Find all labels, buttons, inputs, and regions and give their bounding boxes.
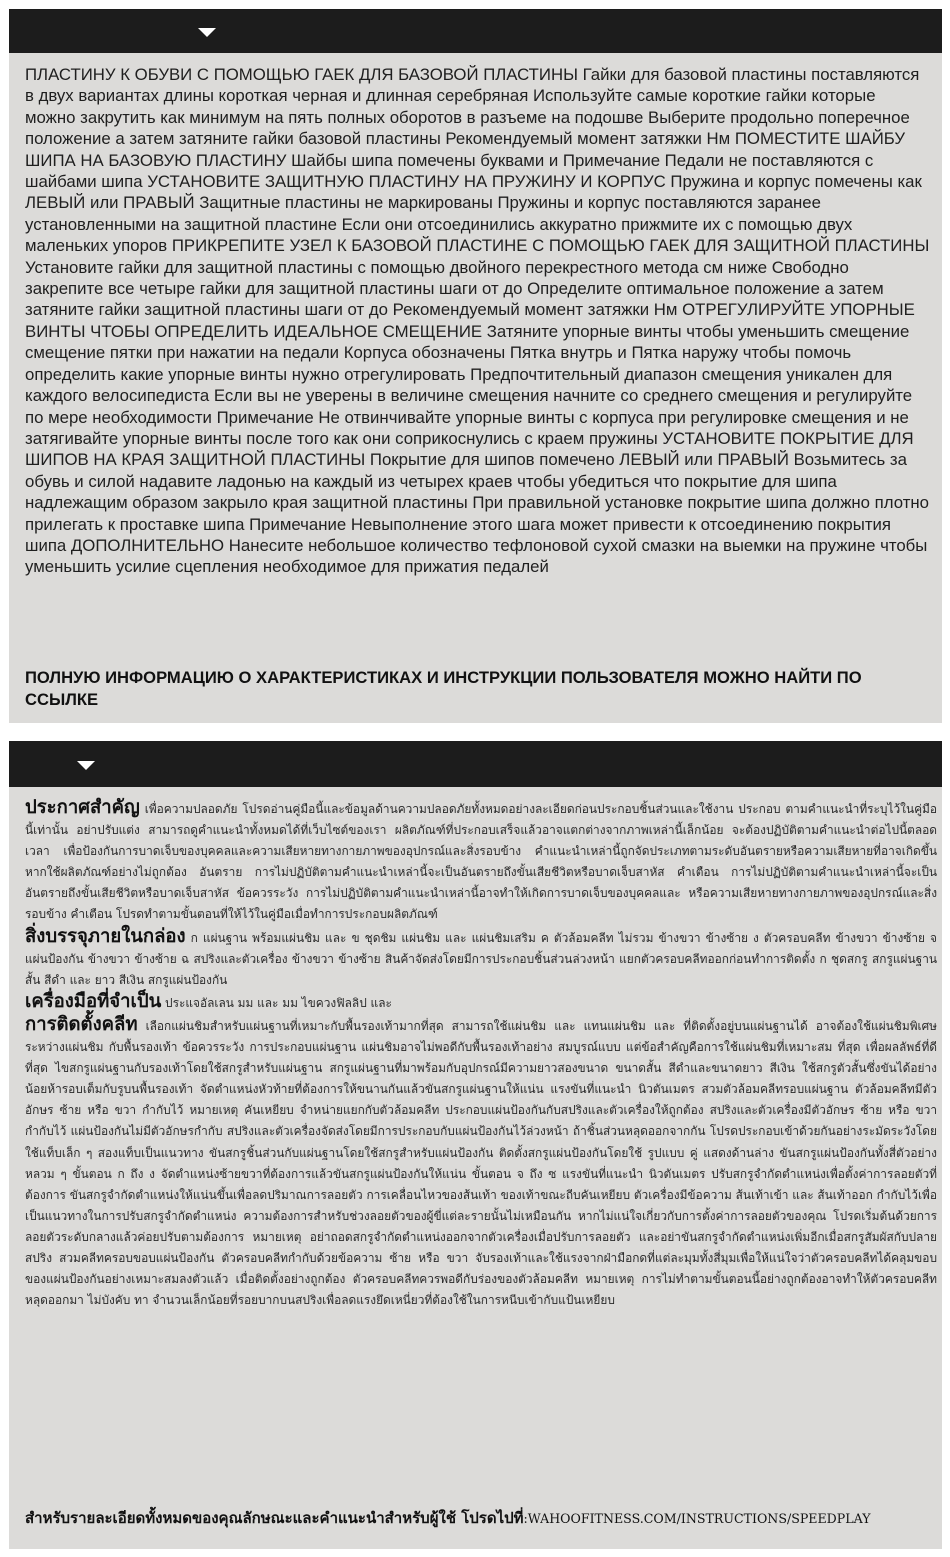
tools-body: ประแจอัลเลน มม และ มม ไขควงฟิลลิป และ — [165, 995, 392, 1010]
chevron-down-icon[interactable] — [77, 761, 95, 770]
thai-section-header[interactable] — [9, 741, 942, 787]
russian-section — [9, 9, 942, 723]
thai-footer-note — [25, 1507, 937, 1530]
tools-heading: เครื่องมือที่จำเป็น — [25, 990, 162, 1012]
chevron-down-icon[interactable] — [198, 28, 216, 37]
russian-footer-note: ПОЛНУЮ ИНФОРМАЦИЮ О ХАРАКТЕРИСТИКАХ И ИНСТРУКЦИИ ПОЛЬЗОВАТЕЛЯ МОЖНО НАЙТИ ПО ССЫЛКЕ — [25, 668, 862, 709]
notice-body: เพื่อความปลอดภัย โปรดอ่านคู่มือนี้และข้อมูลด้านความปลอดภัยทั้งหมดอย่างละเอียดก่อนประกอบชิ้นส่วนและใช้งาน ประกอบ ตามคำแนะนำที่ระบุไว้ในคู่มือนี้เท่านั้น อย่าปรับแต่ง สามารถดูคำแนะนำทั้งหมดได้ที่เว็บไซต์ของเรา ผลิตภัณฑ์ที่ประกอบเสร็จแล้วอาจแตกต่างจากภาพเหล่านี้เล็กน้อย จะต้องปฏิบัติตามคำแนะนำต่อไปนี้ตลอดเวลา เพื่อป้องกันการบาดเจ็บของบุคคลและความเสียหายทางกายภาพของอุปกรณ์และสิ่งรอบข้าง คำแนะนำเหล่านี้ถูกจัดประเภทตามระดับอันตรายหรือความเสียหายที่อาจเกิดขึ้น หากใช้ผลิตภัณฑ์อย่างไม่ถูกต้อง อันตราย การไม่ปฏิบัติตามคำแนะนำเหล่านี้จะเป็นอันตรายถึงขั้นเสียชีวิตหรือบาดเจ็บสาหัส คำเตือน การไม่ปฏิบัติตามคำแนะนำเหล่านี้จะเป็นอันตรายถึงขั้นเสียชีวิตหรือบาดเจ็บสาหัส ข้อควรระวัง การไม่ปฏิบัติตามคำแนะนำเหล่านี้อาจทำให้เกิดการบาดเจ็บของบุคคลและ หรือความเสียหายทางกายภาพของอุปกรณ์และสิ่งรอบข้าง คำเตือน โปรดทำตามขั้นตอนที่ให้ไว้ในคู่มือเมื่อทำการประกอบผลิตภัณฑ์ — [25, 802, 938, 922]
installation-body: เลือกแผ่นชิมสำหรับแผ่นฐานที่เหมาะกับพื้นรองเท้ามากที่สุด สามารถใช้แผ่นชิม และ แทนแผ่นชิม และ ที่ติดตั้งอยู่บนแผ่นฐานได้ อาจต้องใช้แผ่นชิมพิเศษระหว่างแผ่นชิม กับพื้นรองเท้า ข้อควรระวัง การประกอบแผ่นฐาน แผ่นชิมอาจไม่พอดีกับพื้นรองเท้าอย่าง สมบูรณ์แบบ แต่ข้อสำคัญคือการใช้แผ่นชิมที่เหมาะสม ที่สุด เพื่อผลลัพธ์ที่ดีที่สุด ไขสกรูแผ่นฐานกับรองเท้าโดยใช้สกรูสำหรับแผ่นฐาน สกรูแผ่นฐานที่มาพร้อมกับอุปกรณ์มีความยาวสองขนาด ขนาดสั้น สีดำและขนาดยาว สีเงิน ใช้สกรูตัวสั้นซึ่งขันได้อย่างน้อยห้ารอบเต็มกับรูบนพื้นรองเท้า จัดตำแหน่งหัวท้ายที่ต้องการให้ขนานกันแล้วขันสกรูแผ่นฐานให้แน่น แรงขันที่แนะนำ นิวตันเมตร สวมตัวล้อมคลีทรอบแผ่นฐาน ตัวล้อมคลีทมีตัวอักษร ซ้าย หรือ ขวา กำกับไว้ หมายเหตุ คันเหยียบ จำหน่ายแยกกับตัวล้อมคลีท ประกอบแผ่นป้องกันกับสปริงและตัวเครื่องให้ถูกต้อง สปริงและตัวเครื่องมีตัวอักษร ซ้าย หรือ ขวา กำกับไว้ แผ่นป้องกันไม่มีตัวอักษรกำกับ สปริงและตัวเครื่องจัดส่งโดยมีการประกอบกับแผ่นป้องกันไว้ล่วงหน้า ถ้าชิ้นส่วนหลุดออกจากกัน โปรดประกอบเข้าด้วยกันอย่างระมัดระวังโดยใช้แท็บเล็ก ๆ สองแท็บเป็นแนวทาง ขันสกรูชิ้นส่วนกับแผ่นฐานโดยใช้สกรูสำหรับแผ่นป้องกัน ติดตั้งสกรูแผ่นป้องกันโดยใช้ รูปแบบ คู่ แสดงด้านล่าง ขันสกรูแผ่นป้องกันทั้งสี่ตัวอย่างหลวม ๆ ขั้นตอน ก ถึง ง จัดตำแหน่งซ้ายขวาที่ต้องการแล้วขันสกรูแผ่นป้องกันให้แน่น ขั้นตอน จ ถึง ซ แรงขันที่แนะนำ นิวตันเมตร ปรับสกรูจำกัดตำแหน่งเพื่อตั้งค่าการลอยตัวที่ต้องการ ขันสกรูจำกัดตำแหน่งให้แน่นขึ้นเพื่อลดปริมาณการลอยตัว การเคลื่อนไหวของส้นเท้า ของเท้าขณะถีบคันเหยียบ ตัวเครื่องมีข้อความ ส้นเท้าเข้า และ ส้นเท้าออก กำกับไว้เพื่อเป็นแนวทางในการปรับสกรูจำกัดตำแหน่ง ความต้องการสำหรับช่วงลอยตัวของผู้ขี่แต่ละรายนั้นไม่เหมือนกัน หากไม่แน่ใจเกี่ยวกับการตั้งค่าการลอยตัวของคุณ โปรดเริ่มต้นด้วยการลอยตัวระดับกลางแล้วค่อยปรับตามต้องการ หมายเหตุ อย่าถอดสกรูจำกัดตำแหน่งออกจากตัวเครื่องเมื่อปรับการลอยตัว และอย่าขันสกรูจำกัดตำแหน่งเพิ่มอีกเมื่อสกรูสัมผัสกับปลายสปริง สวมคลีทครอบขอบแผ่นป้องกัน ตัวครอบคลีทกำกับด้วยข้อความ ซ้าย หรือ ขวา จับรองเท้าและใช้แรงจากฝ่ามือกดที่แต่ละมุมทั้งสี่มุมเพื่อให้แน่ใจว่าตัวครอบคลีทได้คลุมขอบของแผ่นป้องกันอย่างเหมาะสมลงตัวแล้ว เมื่อติดตั้งอย่างถูกต้อง ตัวครอบคลีทควรพอดีกับร่องของตัวล้อมคลีท หมายเหตุ การไม่ทำตามขั้นตอนนี้อย่างถูกต้องอาจทำให้ตัวครอบคลีทหลุดออกมา ไม่บังคับ ทา จำนวนเล็กน้อยที่รอยบากบนสปริงเพื่อลดแรงยึดเหนี่ยวที่ต้องใช้ในการหนีบเข้ากับแป้นเหยียบ — [25, 1018, 938, 1308]
thai-footer-text: สำหรับรายละเอียดทั้งหมดของคุณลักษณะและคำแนะนำสำหรับผู้ใช้ โปรดไปที่ — [25, 1509, 524, 1527]
thai-instructions-text — [25, 797, 937, 1311]
russian-instructions-text: ПЛАСТИНУ К ОБУВИ С ПОМОЩЬЮ ГАЕК ДЛЯ БАЗОВОЙ ПЛАСТИНЫ Гайки для базовой пластины поставляются в двух вариантах длины короткая черная и длинная серебряная Используйте самые короткие гайки которые можно закрутить как минимум на пять полных оборотов в разъеме на подошве Выберите продольно поперечное положение а затем затяните гайки базовой пластины Рекомендуемый момент затяжки Нм ПОМЕСТИТЕ ШАЙБУ ШИПА НА БАЗОВУЮ ПЛАСТИНУ Шайбы шипа помечены буквами и Примечание Педали не поставляются с шайбами шипа УСТАНОВИТЕ ЗАЩИТНУЮ ПЛАСТИНУ НА ПРУЖИНУ И КОРПУС Пружина и корпус помечены как ЛЕВЫЙ или ПРАВЫЙ Защитные пластины не маркированы Пружины и корпус поставляются заранее установленными на защитной пластине Если они отсоединились аккуратно прижмите их с помощью двух маленьких упоров ПРИКРЕПИТЕ УЗЕЛ К БАЗОВОЙ ПЛАСТИНЕ С ПОМОЩЬЮ ГАЕК ДЛЯ ЗАЩИТНОЙ ПЛАСТИНЫ Установите гайки для защитной пластины с помощью двойного перекрестного метода см ниже Свободно закрепите все четыре гайки для защитной пластины шаги от до Определите оптимальное положение а затем затяните гайки защитной пластины шаги от до Рекомендуемый момент затяжки Нм ОТРЕГУЛИРУЙТЕ УПОРНЫЕ ВИНТЫ ЧТОБЫ ОПРЕДЕЛИТЬ ИДЕАЛЬНОЕ СМЕЩЕНИЕ Затяните упорные винты чтобы уменьшить смещение смещение пятки при нажатии на педали Корпуса обозначены Пятка внутрь и Пятка наружу чтобы помочь определить какие упорные винты нужно отрегулировать Предпочтительный диапазон смещения уникален для каждого велосипедиста Если вы не уверены в величине смещения начните со среднего смещения и регулируйте по мере необходимости Примечание Не отвинчивайте упорные винты с корпуса при регулировке смещения и не затягивайте упорные винты после того как они соприкоснулись с краем пружины УСТАНОВИТЕ ПОКРЫТИЕ ДЛЯ ШИПОВ НА КРАЯ ЗАЩИТНОЙ ПЛАСТИНЫ Покрытие для шипов помечено ЛЕВЫЙ или ПРАВЫЙ Возьмитесь за обувь и силой надавите ладонью на каждый из четырех краев чтобы убедиться что покрытие для шипа надлежащим образом закрыло края защитной пластины При правильной установке покрытие шипа должно плотно прилегать к проставке шипа Примечание Невыполнение этого шага может привести к отсоединению покрытия шипа ДОПОЛНИТЕЛЬНО Нанесите небольшое количество тефлоновой сухой смазки на выемки на пружине чтобы уменьшить усилие сцепления необходимое для прижатия педалей — [25, 65, 930, 577]
installation-heading: การติดตั้งคลีท — [25, 1013, 138, 1035]
russian-section-header[interactable] — [9, 9, 942, 53]
contents-heading: สิ่งบรรจุภายในกล่อง — [25, 925, 186, 947]
instructions-url-link[interactable]: :WAHOOFITNESS.COM/INSTRUCTIONS/SPEEDPLAY — [523, 1511, 871, 1526]
thai-section — [9, 741, 942, 1549]
notice-heading: ประกาศสำคัญ — [25, 797, 140, 818]
contents-body: ก แผ่นฐาน พร้อมแผ่นชิม และ ข ชุดชิม แผ่นชิม และ แผ่นชิมเสริม ค ตัวล้อมคลีท ไม่รวม ข้างขวา ข้างซ้าย ง ตัวครอบคลีท ข้างขวา ข้างซ้าย จ แผ่นป้องกัน ข้างขวา ข้างซ้าย ฉ สปริงและตัวเครื่อง ข้างขวา ข้างซ้าย สินค้าจัดส่งโดยมีการประกอบชิ้นส่วนล่วงหน้า แยกตัวครอบคลีทออกก่อนทำการติดตั้ง ก ชุดสกรู สกรูแผ่นฐาน สั้น สีดำ และ ยาว สีเงิน สกรูแผ่นป้องกัน — [25, 930, 938, 987]
